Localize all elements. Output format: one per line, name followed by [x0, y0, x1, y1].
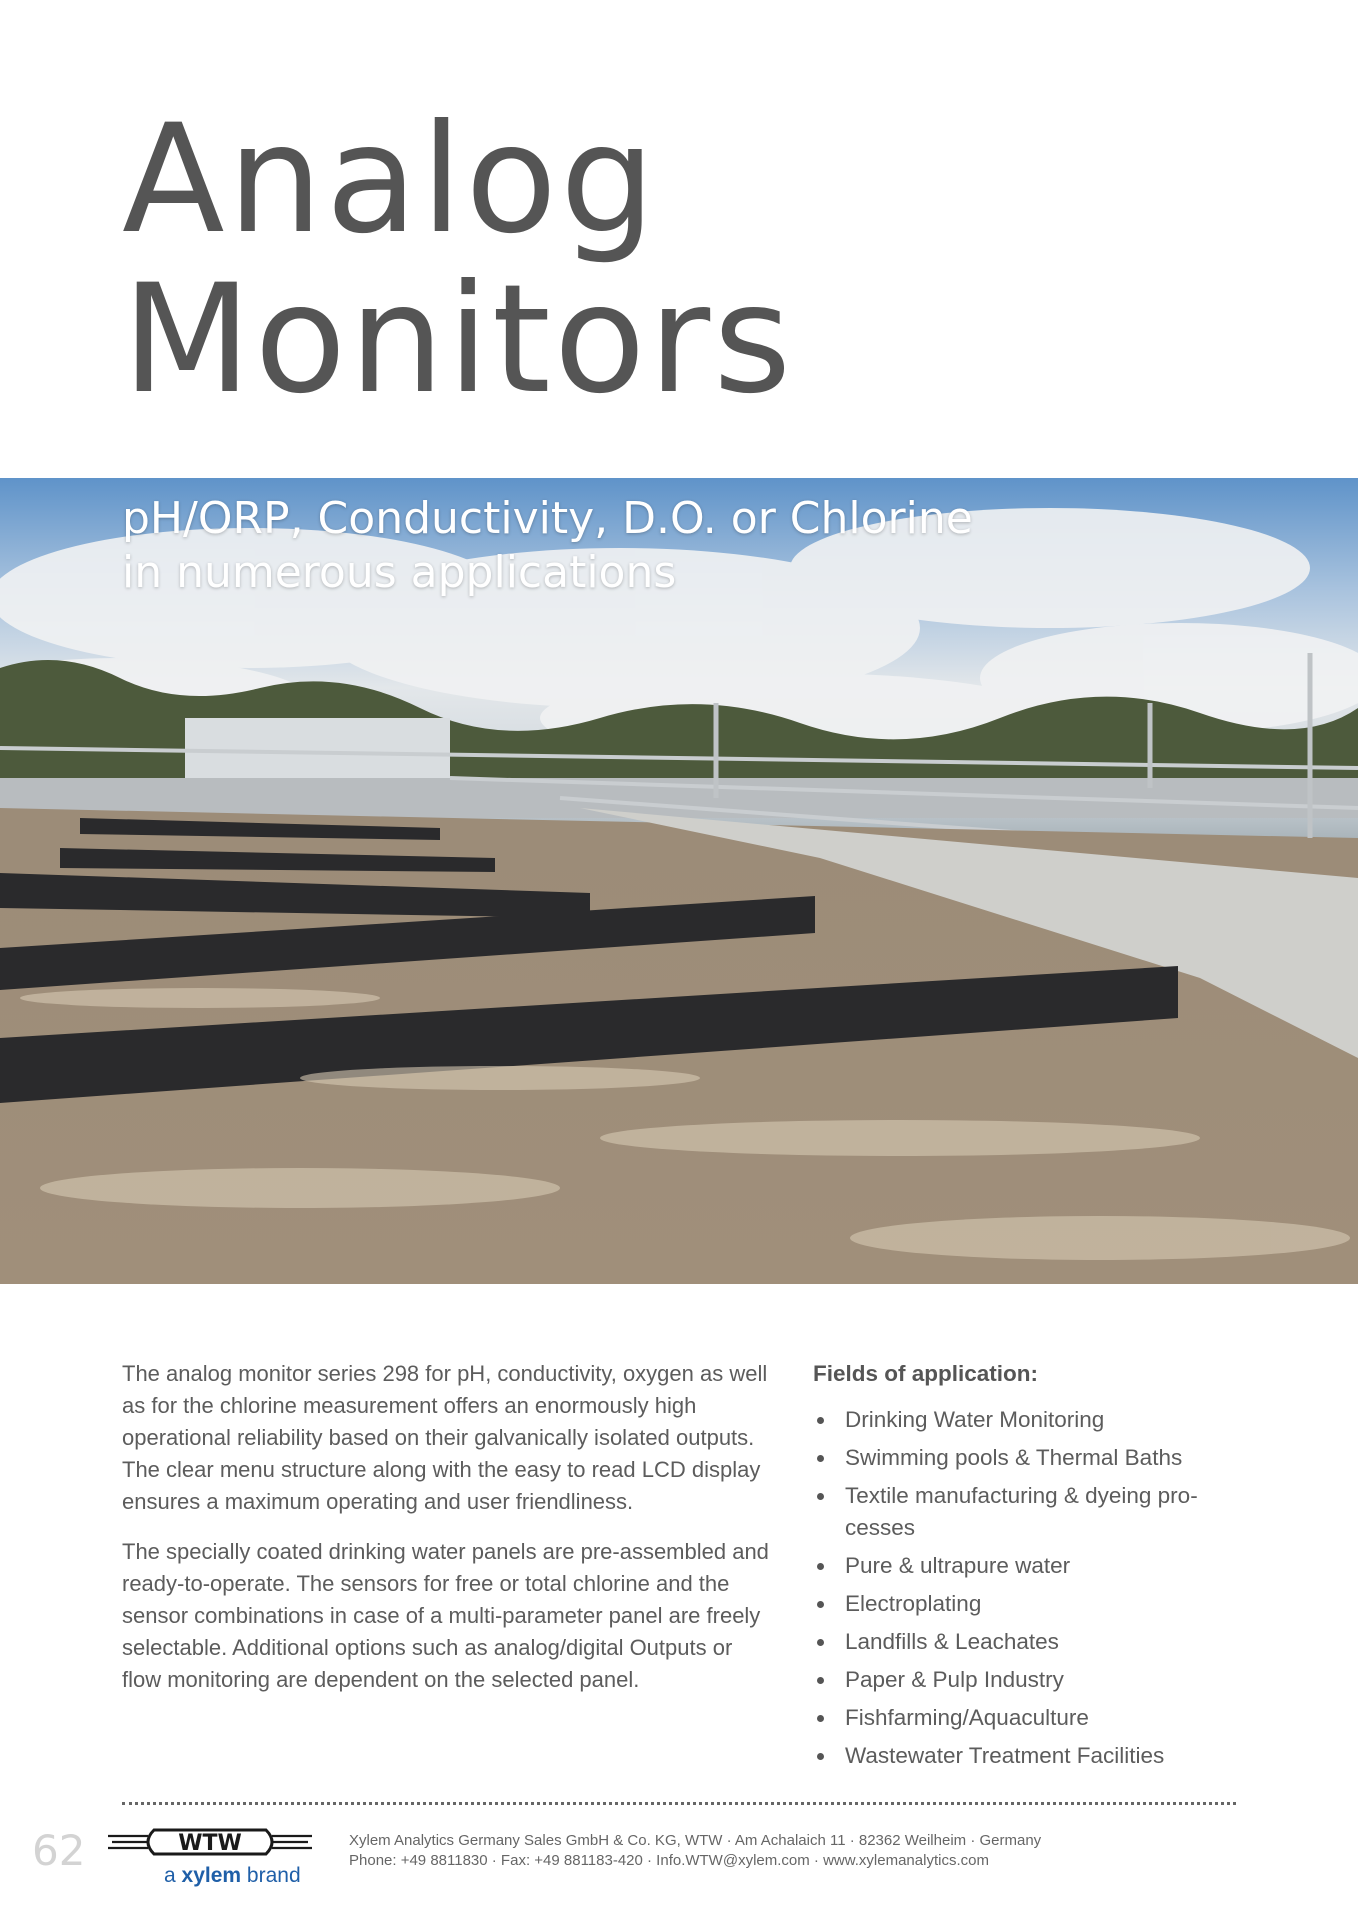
- hero-subtitle: [122, 492, 973, 600]
- title-line-2: Monitors: [122, 253, 795, 427]
- page-number: 62: [32, 1826, 86, 1875]
- hero-subtitle-line-1: pH/ORP, Conductivity, D.O. or Chlorine: [122, 493, 973, 544]
- fields-heading: Fields of application:: [813, 1361, 1039, 1386]
- title-line-1: Analog: [122, 93, 659, 267]
- list-item: Swimming pools & Thermal Baths: [813, 1442, 1243, 1474]
- footer-contact: Phone: +49 8811830 · Fax: +49 881183-420 · Info.WTW@xylem.com · www.xylemanalytics.com: [349, 1852, 989, 1869]
- fields-list: [813, 1404, 1243, 1772]
- xylem-brand-tagline: [164, 1864, 301, 1888]
- logo-text: WTW: [178, 1831, 242, 1856]
- hero-subtitle-line-2: in numerous applications: [122, 547, 677, 598]
- tagline-suffix: brand: [246, 1864, 301, 1887]
- list-item: Pure & ultrapure water: [813, 1550, 1243, 1582]
- tagline-brand: xylem: [181, 1864, 242, 1887]
- fields-of-application: [813, 1358, 1243, 1778]
- description-paragraph-2: The specially coated drinking water panels are pre-assembled and ready-to-operate. The sensors for free or total chlorine and the sensor combinations in case of a multi-parameter panel are freely selectable. Additional options such as analog/digital Outputs or flow monitoring are dependent on the selected panel.: [122, 1539, 769, 1692]
- description-column: [122, 1358, 777, 1714]
- hero-photo-water-treatment-plant: [0, 478, 1358, 1284]
- list-item: Wastewater Treatment Facilities: [813, 1740, 1243, 1772]
- footer-address: Xylem Analytics Germany Sales GmbH & Co. KG, WTW · Am Achalaich 11 · 82362 Weilheim · Germany: [349, 1832, 1042, 1849]
- description-paragraph-1: The analog monitor series 298 for pH, conductivity, oxygen as well as for the chlorine measurement offers an enormously high operational reliability based on their galvanically isolated outputs. The clear menu structure along with the easy to read LCD display ensures a maximum operating and user friendliness.: [122, 1361, 768, 1514]
- tagline-prefix: a: [164, 1864, 176, 1887]
- list-item: Landfills & Leachates: [813, 1626, 1243, 1658]
- list-item: Fishfarming/Aquaculture: [813, 1702, 1243, 1734]
- footer-contact-info: [349, 1831, 1041, 1871]
- list-item: Textile manufacturing & dyeing pro-cesses: [813, 1480, 1243, 1544]
- page-title: [122, 93, 795, 427]
- footer-divider: [122, 1802, 1236, 1805]
- list-item: Paper & Pulp Industry: [813, 1664, 1243, 1696]
- list-item: Drinking Water Monitoring: [813, 1404, 1243, 1436]
- list-item: Electroplating: [813, 1588, 1243, 1620]
